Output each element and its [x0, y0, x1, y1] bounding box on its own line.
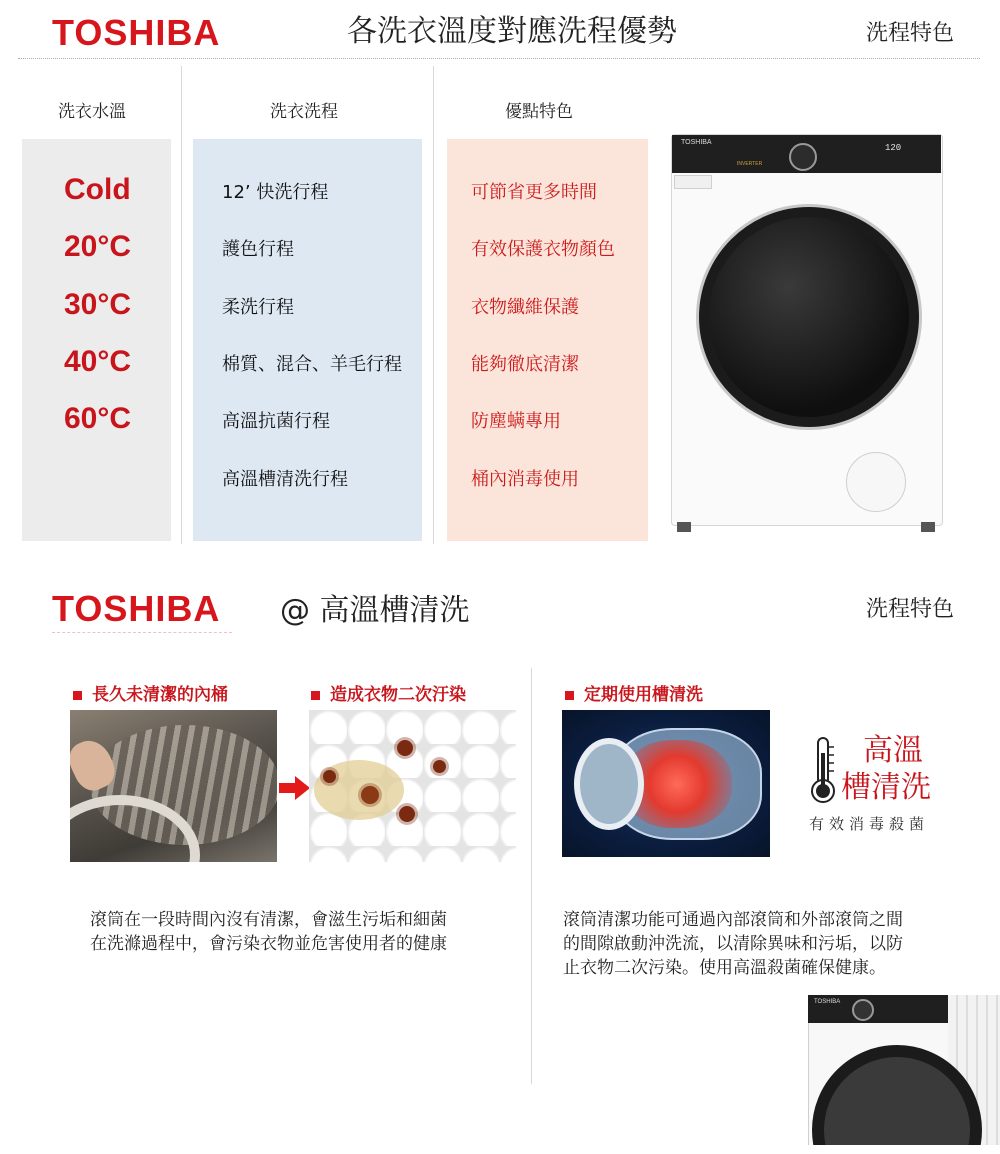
temperature-cold: Cold: [64, 173, 131, 206]
bacteria-icon: [361, 786, 379, 804]
head-unclean-tub-label: 長久未清潔的內桶: [92, 685, 228, 705]
program-tub-clean: 高溫槽清洗行程: [222, 469, 348, 490]
machine-display: 120: [885, 143, 902, 153]
head-unclean-tub: [73, 680, 228, 705]
machine-knob: [789, 143, 817, 171]
advantage-save-time: 可節省更多時間: [471, 182, 597, 203]
brand-logo-top: TOSHIBA: [52, 12, 221, 53]
head-regular-tub-clean: [565, 680, 703, 705]
section2-divider: [531, 668, 532, 1084]
machine-inverter-badge: INVERTER: [737, 161, 763, 167]
divider-top: [18, 58, 980, 59]
red-arrow-icon: [279, 775, 311, 801]
bullet-square: [565, 691, 574, 700]
bullet-square: [73, 691, 82, 700]
logo-underline: [52, 632, 232, 633]
hot-clean-line2: 槽清洗: [841, 770, 931, 805]
bacteria-icon: [323, 770, 336, 783]
temperature-20c: 20°C: [64, 230, 132, 263]
machine-foot-right: [921, 522, 935, 532]
heated-drum-image: [562, 710, 770, 857]
header-advantage: 優點特色: [505, 102, 573, 122]
program-gentle: 柔洗行程: [222, 297, 294, 318]
program-quick: 12’ 快洗行程: [222, 182, 329, 203]
disinfect-caption: 有效消毒殺菌: [809, 815, 930, 833]
machine-door-glass: [709, 217, 909, 417]
partial-machine-brand: TOSHIBA: [814, 999, 841, 1005]
advantage-tub-disinfect: 桶內消毒使用: [471, 469, 579, 490]
bacteria-icon: [433, 760, 446, 773]
advantage-anti-mite: 防塵螨專用: [471, 411, 561, 432]
temperature-30c: 30°C: [64, 288, 132, 321]
program-cotton-mix-wool: 棉質、混合、羊毛行程: [222, 354, 402, 375]
section-title-tub-clean: @ 高溫槽清洗: [280, 593, 470, 628]
hot-clean-line1: 高溫: [863, 733, 923, 768]
right-paragraph: [563, 908, 983, 980]
header-water-temp: 洗衣水溫: [58, 102, 126, 122]
dirty-drum-image: [70, 710, 277, 862]
bacteria-icon: [397, 740, 413, 756]
program-color-care: 護色行程: [222, 239, 294, 260]
thermometer-icon: [807, 735, 839, 805]
advantage-protect-color: 有效保護衣物顏色: [471, 239, 615, 260]
stain-spot: [314, 760, 404, 820]
feature-label-top: 洗程特色: [866, 21, 955, 46]
machine-detergent-drawer: [674, 175, 712, 189]
page-title: 各洗衣溫度對應洗程優勢: [347, 14, 677, 49]
right-paragraph-line3: 止衣物二次污染。使用高溫殺菌確保健康。: [563, 958, 886, 978]
machine-brand-text: TOSHIBA: [681, 139, 712, 146]
brand-logo-bottom: TOSHIBA: [52, 588, 221, 629]
advantage-fiber-protect: 衣物纖維保護: [471, 297, 579, 318]
left-paragraph-line2: 在洗滌過程中，會污染衣物並危害使用者的健康: [90, 934, 447, 954]
machine-foot-left: [677, 522, 691, 532]
column-divider-2: [433, 66, 434, 544]
machine-filter-cover: [846, 452, 906, 512]
head-secondary-pollution-label: 造成衣物二次汙染: [330, 685, 466, 705]
bullet-square: [311, 691, 320, 700]
temperature-40c: 40°C: [64, 345, 132, 378]
program-antibacterial: 高溫抗菌行程: [222, 411, 330, 432]
right-paragraph-line1: 滾筒清潔功能可通過內部滾筒和外部滾筒之間: [563, 910, 903, 930]
bacteria-icon: [399, 806, 415, 822]
washing-machine-partial-image: [808, 995, 1000, 1145]
head-regular-tub-clean-label: 定期使用槽清洗: [584, 685, 703, 705]
column-divider-1: [181, 66, 182, 544]
drum-front-ring: [574, 738, 644, 830]
header-program: 洗衣洗程: [270, 102, 338, 122]
washing-machine-image: [671, 134, 943, 534]
left-paragraph-line1: 滾筒在一段時間內沒有清潔，會滋生污垢和細菌: [90, 910, 447, 930]
bacteria-fabric-image: [309, 710, 516, 862]
left-paragraph: [90, 908, 510, 956]
feature-label-bottom: 洗程特色: [866, 597, 955, 622]
right-paragraph-line2: 的間隙啟動沖洗流，以清除異味和污垢，以防: [563, 934, 903, 954]
head-secondary-pollution: [311, 680, 466, 705]
temperature-60c: 60°C: [64, 402, 132, 435]
partial-machine-knob: [852, 999, 874, 1021]
advantage-thorough-clean: 能夠徹底清潔: [471, 354, 579, 375]
